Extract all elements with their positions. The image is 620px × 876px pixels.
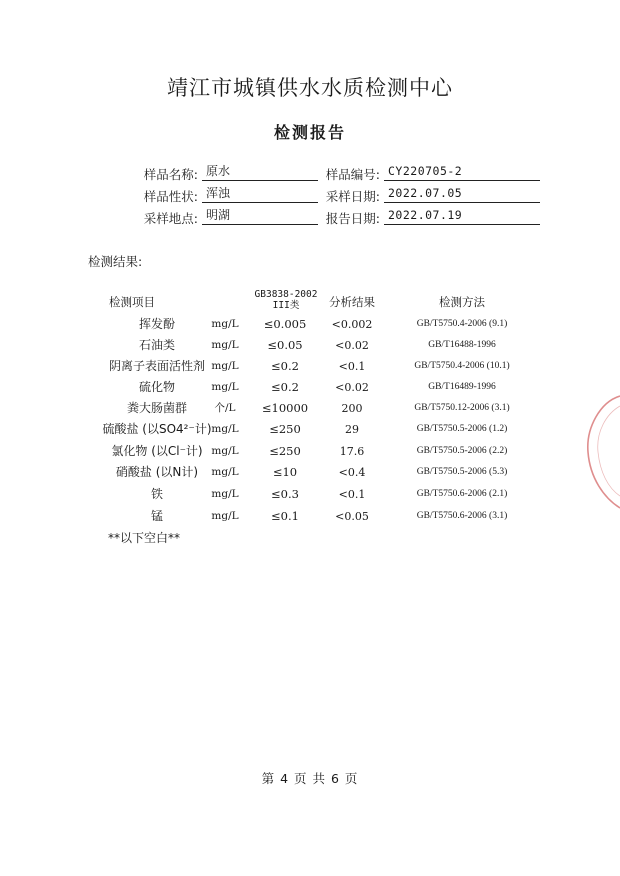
column-header-method: 检测方法 [439, 295, 485, 309]
cell-limit: ≤10000 [261, 401, 309, 415]
cell-limit: ≤0.2 [271, 380, 299, 394]
cell-item: 挥发酚 [138, 317, 175, 331]
cell-unit: mg/L [211, 488, 239, 500]
table-row [0, 484, 620, 505]
cell-unit: mg/L [211, 360, 239, 372]
column-header-result: 分析结果 [329, 295, 375, 309]
column-header-standard-line2: III类 [272, 300, 300, 311]
cell-method: GB/T5750.6-2006 (3.1) [416, 511, 508, 521]
report-title: 检测报告 [273, 123, 346, 142]
cell-unit: mg/L [211, 445, 239, 457]
cell-limit: ≤10 [272, 465, 298, 479]
blank-below-note: **以下空白** [108, 531, 181, 545]
cell-unit: mg/L [211, 510, 239, 522]
table-row [0, 314, 620, 335]
table-row [0, 506, 620, 527]
sample-name-label: 样品名称: [143, 167, 198, 182]
table-row [0, 462, 620, 483]
organization-title: 靖江市城镇供水水质检测中心 [167, 76, 453, 100]
cell-limit: ≤0.1 [271, 509, 299, 523]
cell-result: 17.6 [339, 445, 365, 458]
column-header-item: 检测项目 [109, 295, 155, 309]
table-row [0, 377, 620, 398]
sample-property-value: 浑浊 [202, 186, 318, 203]
cell-result: <0.1 [338, 488, 366, 501]
table-row [0, 419, 620, 440]
report-date-value: 2022.07.19 [384, 208, 540, 225]
cell-method: GB/T5750.4-2006 (10.1) [414, 361, 510, 371]
seal-stamp-icon [576, 392, 620, 512]
cell-result: 200 [341, 402, 363, 415]
cell-method: GB/T5750.12-2006 (3.1) [414, 403, 510, 413]
cell-method: GB/T5750.5-2006 (1.2) [416, 424, 508, 434]
cell-result: <0.4 [338, 466, 366, 479]
cell-method: GB/T5750.5-2006 (5.3) [416, 467, 508, 477]
cell-result: 29 [345, 423, 359, 436]
sample-property-label: 样品性状: [143, 189, 198, 204]
sample-name-value: 原水 [202, 164, 318, 181]
cell-limit: ≤0.3 [271, 487, 299, 501]
cell-result: <0.1 [338, 360, 366, 373]
cell-method: GB/T16489-1996 [428, 382, 496, 392]
sample-number-value: CY220705-2 [384, 164, 540, 181]
cell-item: 阴离子表面活性剂 [108, 359, 205, 373]
cell-result: <0.02 [335, 339, 369, 352]
cell-item: 氯化物 (以Cl⁻计) [111, 444, 203, 458]
cell-unit: mg/L [211, 466, 239, 478]
cell-item: 锰 [150, 509, 163, 523]
cell-result: <0.05 [335, 510, 369, 523]
column-header-standard-line1: GB3838-2002 [254, 289, 318, 300]
cell-limit: ≤250 [269, 444, 301, 458]
cell-unit: mg/L [211, 423, 239, 435]
cell-result: <0.02 [335, 381, 369, 394]
report-date-label: 报告日期: [325, 211, 380, 226]
cell-method: GB/T5750.4-2006 (9.1) [416, 319, 508, 329]
cell-item: 粪大肠菌群 [126, 401, 187, 415]
sampling-location-value: 明湖 [202, 208, 318, 225]
cell-item: 硫酸盐 (以SO4²⁻计) [102, 422, 212, 436]
column-header-standard [248, 289, 324, 311]
cell-unit: mg/L [211, 339, 239, 351]
table-row [0, 356, 620, 377]
cell-item: 铁 [150, 487, 163, 501]
page-number: 第 4 页 共 6 页 [261, 771, 359, 786]
sampling-date-value: 2022.07.05 [384, 186, 540, 203]
cell-item: 硝酸盐 (以N计) [115, 465, 199, 479]
cell-unit: mg/L [211, 381, 239, 393]
results-heading: 检测结果: [88, 254, 143, 269]
cell-limit: ≤250 [269, 422, 301, 436]
cell-item: 石油类 [138, 338, 175, 352]
sampling-date-label: 采样日期: [325, 189, 380, 204]
cell-result: <0.002 [331, 318, 373, 331]
cell-unit: 个/L [214, 402, 236, 414]
table-row [0, 335, 620, 356]
sample-number-label: 样品编号: [325, 167, 380, 182]
cell-limit: ≤0.05 [267, 338, 303, 352]
cell-method: GB/T16488-1996 [428, 340, 496, 350]
cell-method: GB/T5750.5-2006 (2.2) [416, 446, 508, 456]
cell-limit: ≤0.005 [263, 317, 307, 331]
cell-unit: mg/L [211, 318, 239, 330]
table-row [0, 398, 620, 419]
table-row [0, 441, 620, 462]
cell-item: 硫化物 [138, 380, 175, 394]
cell-limit: ≤0.2 [271, 359, 299, 373]
sampling-location-label: 采样地点: [143, 211, 198, 226]
cell-method: GB/T5750.6-2006 (2.1) [416, 489, 508, 499]
